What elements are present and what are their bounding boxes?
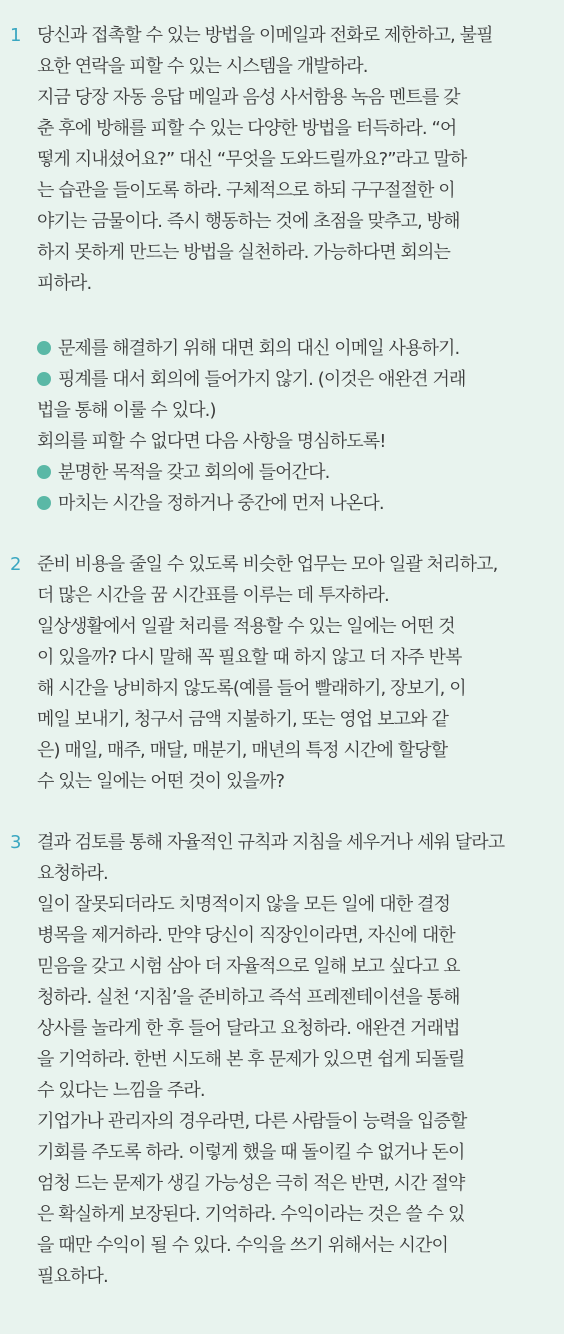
bullet-item (37, 488, 556, 519)
body-line: 이 있을까? 다시 말해 꼭 필요할 때 하지 않고 더 자주 반복 (37, 647, 462, 668)
bullet-dot-icon (37, 465, 51, 479)
bullet-dot-icon (37, 372, 51, 386)
body-line: 기업가나 관리자의 경우라면, 다른 사람들이 능력을 입증할 (37, 1111, 467, 1132)
body-line: 메일 보내기, 청구서 금액 지불하기, 또는 영업 보고와 같 (37, 709, 448, 730)
section-number: 2 (10, 554, 22, 575)
body-line: 지금 당장 자동 응답 메일과 음성 사서함용 녹음 멘트를 갖 (37, 87, 460, 108)
body-line: 기회를 주도록 하라. 이렇게 했을 때 돌이킬 수 없거나 돈이 (37, 1142, 465, 1163)
heading-line: 더 많은 시간을 꿈 시간표를 이루는 데 투자하라. (37, 585, 389, 606)
heading-line: 준비 비용을 줄일 수 있도록 비슷한 업무는 모아 일괄 처리하고, (37, 554, 498, 575)
section-number: 3 (10, 832, 22, 853)
body-line: 수 있다는 느낌을 주라. (37, 1080, 205, 1101)
body-line: 엄청 드는 문제가 생길 가능성은 극히 적은 반면, 시간 절약 (37, 1173, 465, 1194)
bullet-item (37, 364, 556, 395)
body-line: 피하라. (37, 273, 92, 294)
heading-line: 요한 연락을 피할 수 있는 시스템을 개발하라. (37, 56, 368, 77)
bullet-dot-icon (37, 341, 51, 355)
body-line: 일이 잘못되더라도 치명적이지 않을 모든 일에 대한 결정 (37, 894, 450, 915)
bullet-text: 문제를 해결하기 위해 대면 회의 대신 이메일 사용하기. (58, 338, 460, 359)
bullet-text: 분명한 목적을 갖고 회의에 들어간다. (58, 462, 330, 483)
body-line: 을 때만 수익이 될 수 있다. 수익을 쓰기 위해서는 시간이 (37, 1235, 448, 1256)
section-1 (0, 20, 564, 519)
heading-line: 당신과 접촉할 수 있는 방법을 이메일과 전화로 제한하고, 불필 (37, 25, 493, 46)
body-line: 청하라. 실천 ‘지침’을 준비하고 즉석 프레젠테이션을 통해 (37, 987, 460, 1008)
body-line: 을 기억하라. 한번 시도해 본 후 문제가 있으면 쉽게 되돌릴 (37, 1049, 465, 1070)
body-line: 해 시간을 낭비하지 않도록(예를 들어 빨래하기, 장보기, 이 (37, 678, 466, 699)
bullet-continuation: 법을 통해 이룰 수 있다.) (37, 400, 216, 421)
body-line: 병목을 제거하라. 만약 당신이 직장인이라면, 자신에 대한 (37, 925, 455, 946)
body-line: 상사를 놀라게 한 후 들어 달라고 요청하라. 애완견 거래법 (37, 1018, 460, 1039)
body-line: 는 습관을 들이도록 하라. 구체적으로 하되 구구절절한 이 (37, 180, 455, 201)
body-line: 일상생활에서 일괄 처리를 적용할 수 있는 일에는 어떤 것 (37, 616, 455, 637)
bullet-dot-icon (37, 496, 51, 510)
body-line: 수 있는 일에는 어떤 것이 있을까? (37, 771, 285, 792)
body-line: 하지 못하게 만드는 방법을 실천하라. 가능하다면 회의는 (37, 242, 450, 263)
heading-line: 요청하라. (37, 863, 108, 884)
body-line: 회의를 피할 수 없다면 다음 사항을 명심하도록! (37, 431, 386, 452)
body-line: 춘 후에 방해를 피할 수 있는 다양한 방법을 터득하라. “어 (37, 118, 457, 139)
bullet-text: 핑계를 대서 회의에 들어가지 않기. (이것은 애완견 거래 (58, 369, 466, 390)
body-line: 은 확실하게 보장된다. 기억하라. 수익이라는 것은 쓸 수 있 (37, 1204, 465, 1225)
body-line: 야기는 금물이다. 즉시 행동하는 것에 초점을 맞추고, 방해 (37, 211, 460, 232)
heading-line: 결과 검토를 통해 자율적인 규칙과 지침을 세우거나 세워 달라고 (37, 832, 505, 853)
body-line: 필요하다. (37, 1266, 108, 1287)
body-line: 떻게 지내셨어요?” 대신 “무엇을 도와드릴까요?”라고 말하 (37, 149, 467, 170)
bullet-item (37, 457, 556, 488)
body-line: 믿음을 갖고 시험 삼아 더 자율적으로 일해 보고 싶다고 요 (37, 956, 460, 977)
bullet-item (37, 333, 556, 364)
bullet-text: 마치는 시간을 정하거나 중간에 먼저 나온다. (58, 493, 384, 514)
body-line: 은) 매일, 매주, 매달, 매분기, 매년의 특정 시간에 할당할 (37, 740, 448, 761)
section-3 (0, 827, 564, 1292)
section-2 (0, 549, 564, 797)
section-number: 1 (10, 25, 22, 46)
